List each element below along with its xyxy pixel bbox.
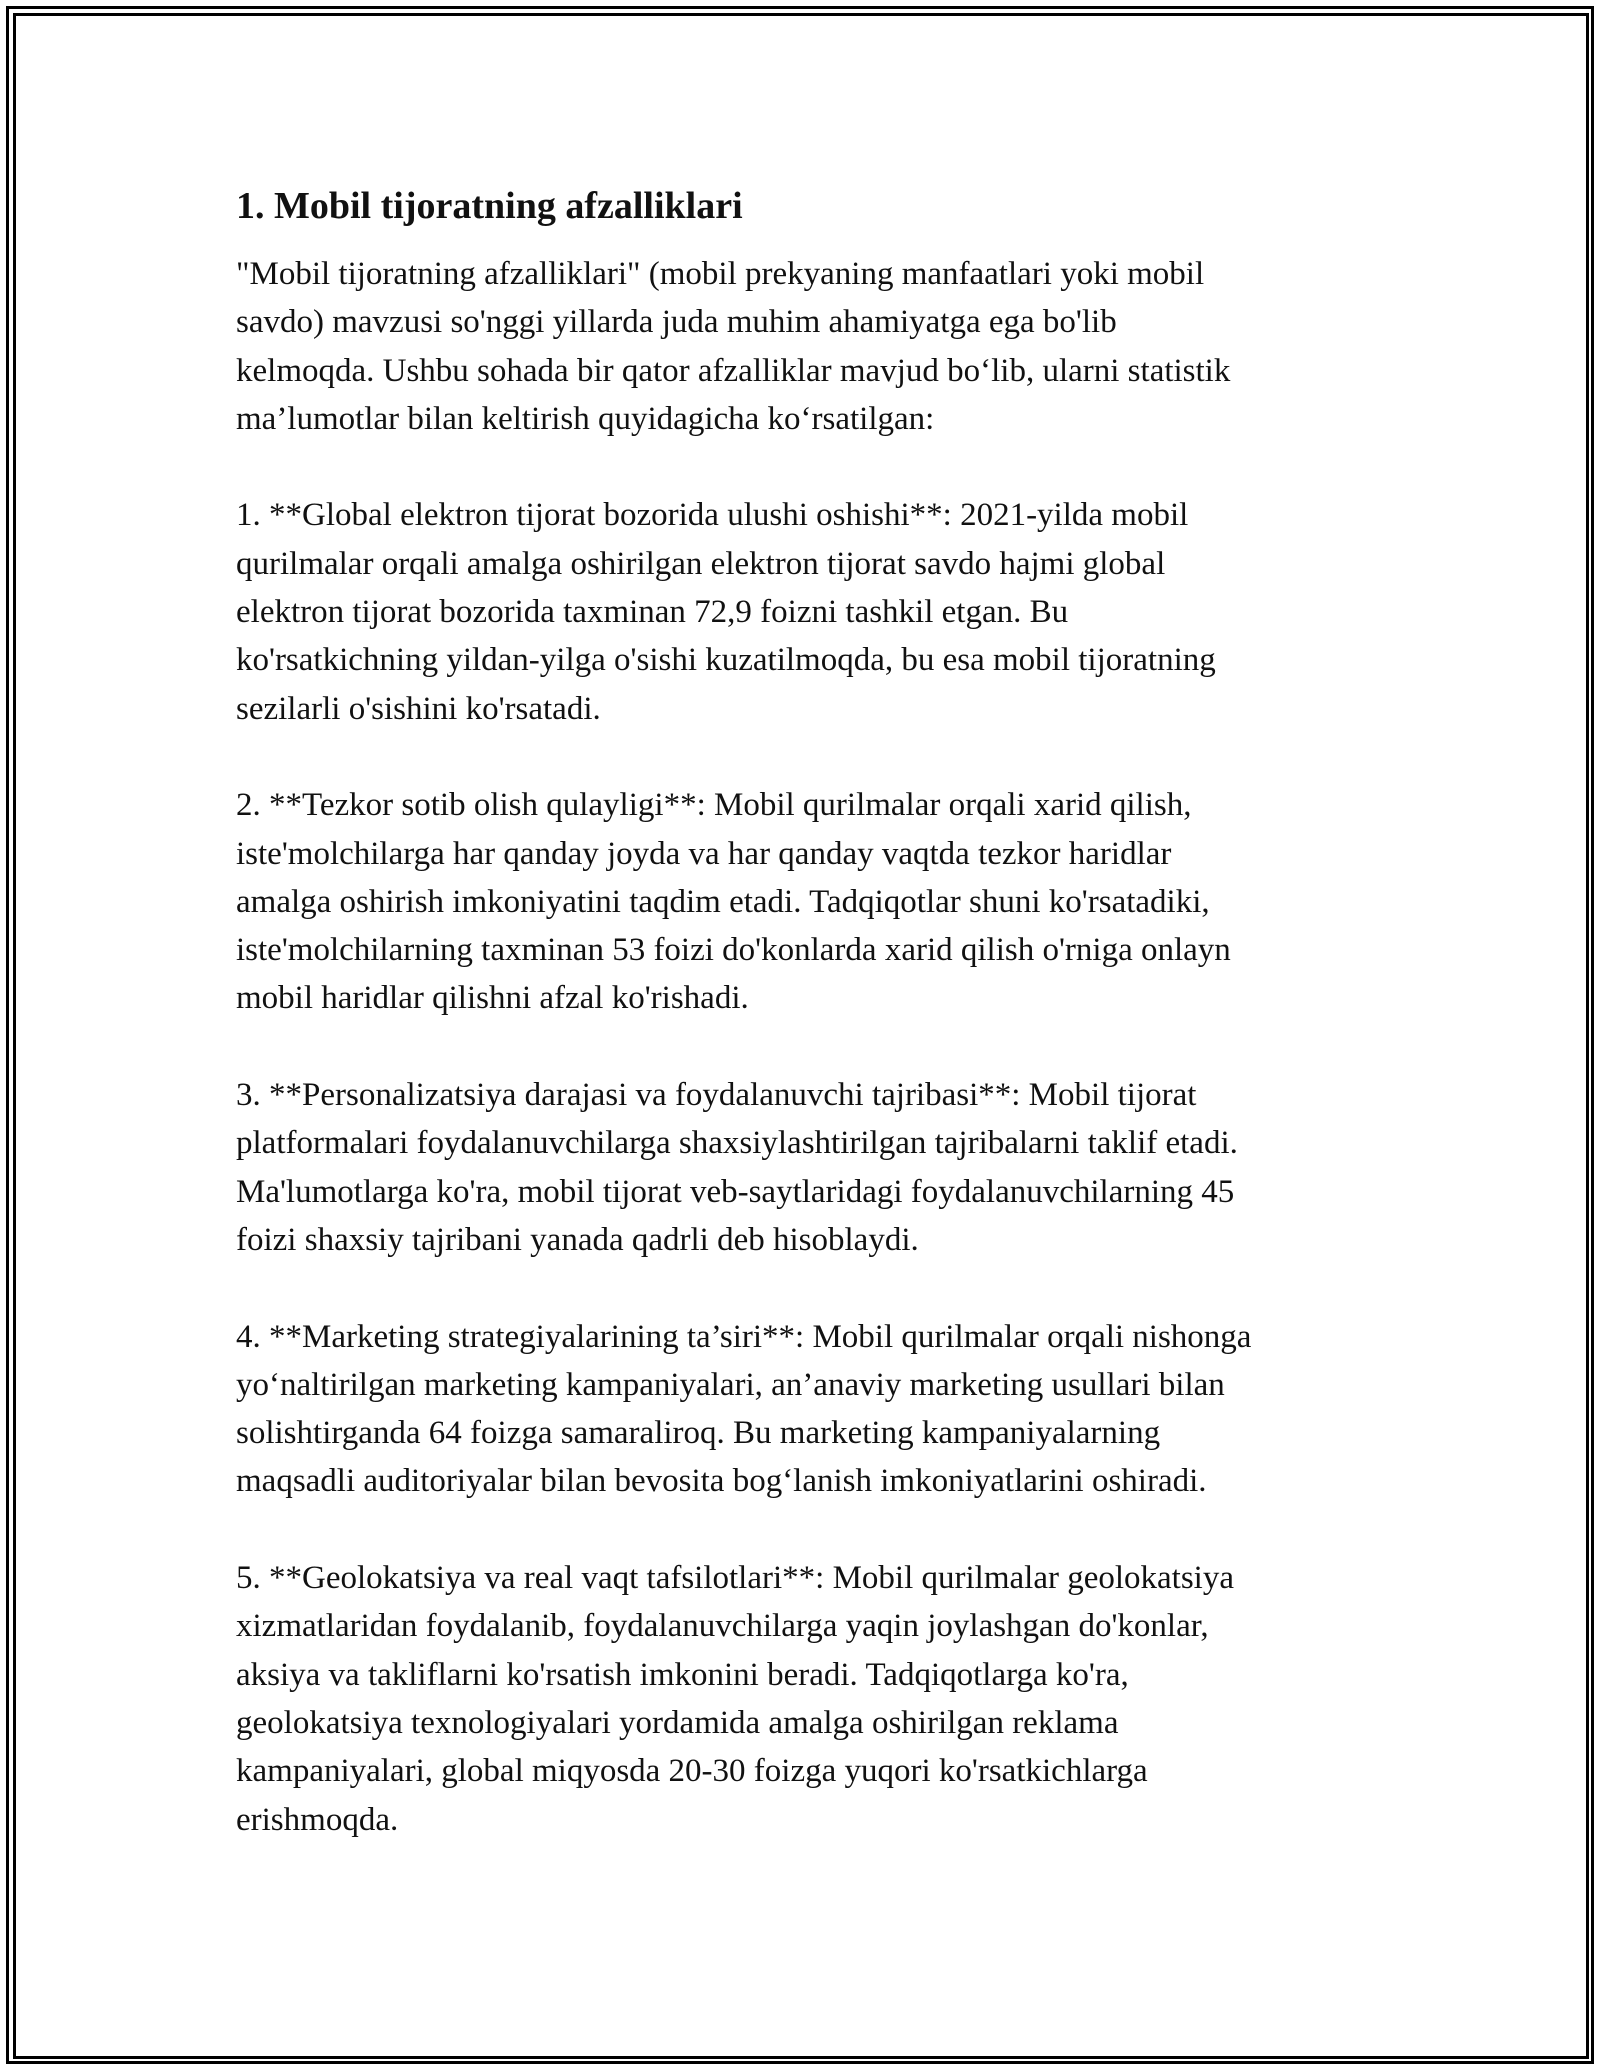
- text-line: platformalari foydalanuvchilarga shaxsiylashtirilgan tajribalarni taklif etadi.: [236, 1125, 1238, 1162]
- point-paragraph-3: [236, 1071, 1376, 1264]
- text-line: 4. **Marketing strategiyalarining ta’siri**: Mobil qurilmalar orqali nishonga: [236, 1318, 1252, 1355]
- text-line: iste'molchilarning taxminan 53 foizi do'konlarda xarid qilish o'rniga onlayn: [236, 932, 1231, 969]
- text-line: mobil haridlar qilishni afzal ko'rishadi.: [236, 980, 749, 1017]
- text-line: solishtirganda 64 foizga samaraliroq. Bu marketing kampaniyalarning: [236, 1415, 1161, 1452]
- text-line: savdo) mavzusi so'nggi yillarda juda muhim ahamiyatga ega bo'lib: [236, 304, 1117, 341]
- text-line: xizmatlaridan foydalanib, foydalanuvchilarga yaqin joylashgan do'konlar,: [236, 1608, 1209, 1645]
- text-line: elektron tijorat bozorida taxminan 72,9 foizni tashkil etgan. Bu: [236, 594, 1069, 631]
- text-line: 3. **Personalizatsiya darajasi va foydalanuvchi tajribasi**: Mobil tijorat: [236, 1077, 1197, 1114]
- point-paragraph-2: [236, 781, 1376, 1022]
- section-heading: 1. Mobil tijoratning afzalliklari: [236, 185, 743, 227]
- text-line: ko'rsatkichning yildan-yilga o'sishi kuzatilmoqda, bu esa mobil tijoratning: [236, 642, 1216, 679]
- intro-paragraph: [236, 250, 1376, 443]
- point-paragraph-5: [236, 1554, 1376, 1844]
- text-line: kampaniyalari, global miqyosda 20-30 foizga yuqori ko'rsatkichlarga: [236, 1753, 1148, 1790]
- point-paragraph-4: [236, 1313, 1376, 1506]
- text-line: erishmoqda.: [236, 1801, 399, 1838]
- text-line: 2. **Tezkor sotib olish qulayligi**: Mobil qurilmalar orqali xarid qilish,: [236, 787, 1192, 824]
- text-line: qurilmalar orqali amalga oshirilgan elektron tijorat savdo hajmi global: [236, 545, 1166, 582]
- text-line: "Mobil tijoratning afzalliklari" (mobil prekyaning manfaatlari yoki mobil: [236, 256, 1205, 292]
- text-line: aksiya va takliflarni ko'rsatish imkonini beradi. Tadqiqotlarga ko'ra,: [236, 1656, 1129, 1693]
- document-body: [236, 180, 1376, 1892]
- text-line: kelmoqda. Ushbu sohada bir qator afzalliklar mavjud bo‘lib, ularni statistik: [236, 352, 1231, 389]
- text-line: foizi shaxsiy tajribani yanada qadrli deb hisoblaydi.: [236, 1221, 919, 1258]
- text-line: 1. **Global elektron tijorat bozorida ulushi oshishi**: 2021-yilda mobil: [236, 497, 1189, 534]
- text-line: geolokatsiya texnologiyalari yordamida amalga oshirilgan reklama: [236, 1704, 1119, 1741]
- text-line: iste'molchilarga har qanday joyda va har qanday vaqtda tezkor haridlar: [236, 835, 1172, 872]
- text-line: sezilarli o'sishini ko'rsatadi.: [236, 690, 601, 727]
- text-line: ma’lumotlar bilan keltirish quyidagicha ko‘rsatilgan:: [236, 400, 935, 437]
- text-line: amalga oshirish imkoniyatini taqdim etadi. Tadqiqotlar shuni ko'rsatadiki,: [236, 883, 1210, 920]
- text-line: Ma'lumotlarga ko'ra, mobil tijorat veb-saytlaridagi foydalanuvchilarning 45: [236, 1173, 1235, 1210]
- point-paragraph-1: [236, 491, 1376, 732]
- text-line: yo‘naltirilgan marketing kampaniyalari, an’anaviy marketing usullari bilan: [236, 1366, 1225, 1403]
- text-line: 5. **Geolokatsiya va real vaqt tafsilotlari**: Mobil qurilmalar geolokatsiya: [236, 1560, 1234, 1597]
- text-line: maqsadli auditoriyalar bilan bevosita bog‘lanish imkoniyatlarini oshiradi.: [236, 1463, 1207, 1500]
